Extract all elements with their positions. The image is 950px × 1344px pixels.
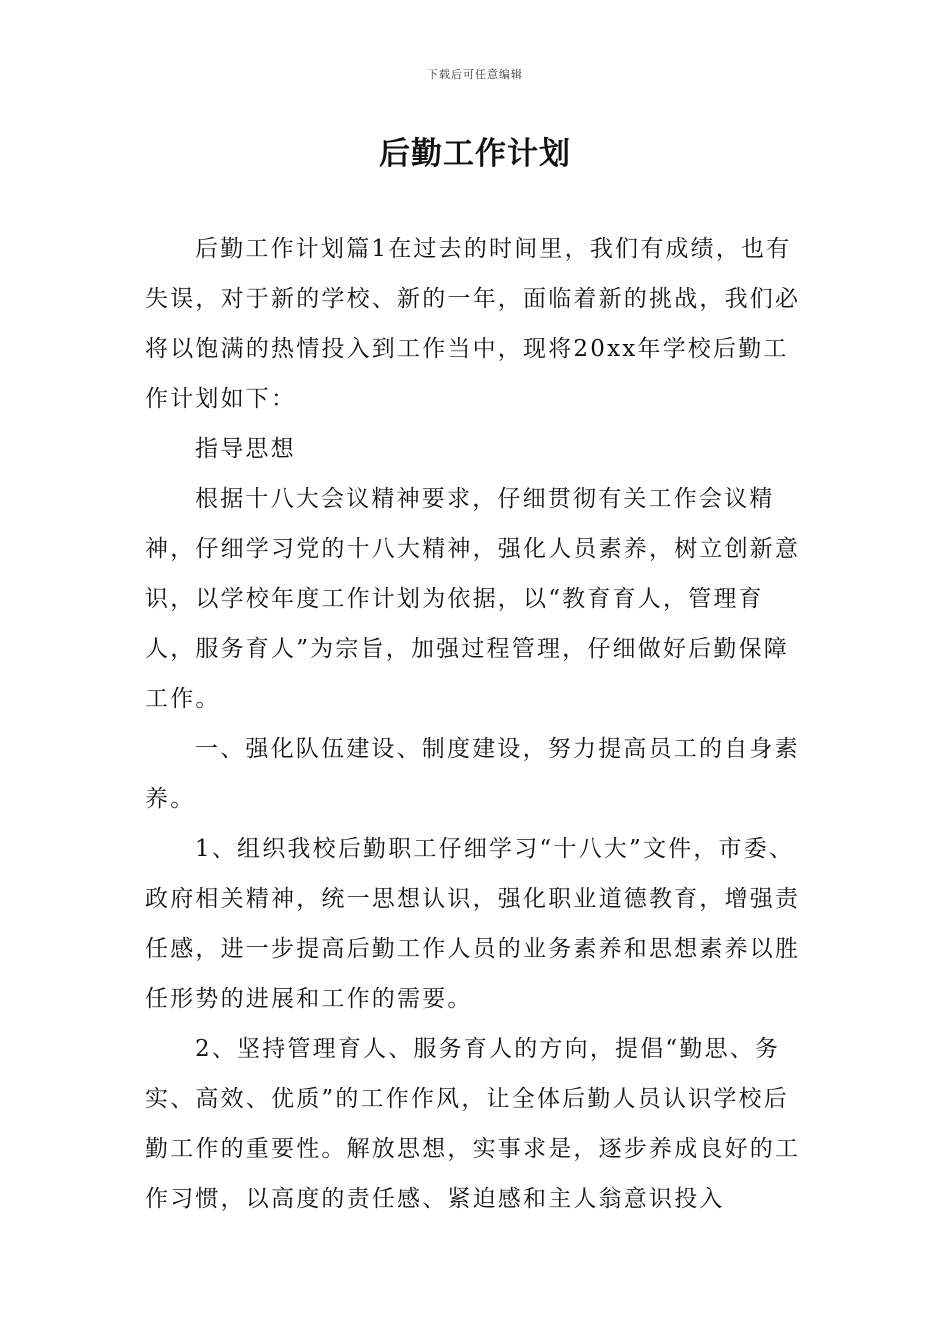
paragraph-item-two: 2、坚持管理育人、服务育人的方向，提倡“勤思、务实、高效、优质”的工作作风，让全体后勤人员认识学校后勤工作的重要性。解放思想，实事求是，逐步养成良好的工作习惯，以高度的责任感、紧迫感和主人翁意识投入 [145,1036,801,1212]
paragraph-item-one: 1、组织我校后勤职工仔细学习“十八大”文件，市委、政府相关精神，统一思想认识，强化职业道德教育，增强责任感，进一步提高后勤工作人员的业务素养和思想素养以胜任形势的进展和工作的需要。 [145,836,801,1012]
document-body [145,224,810,1224]
document-title: 后勤工作计划 [379,136,571,172]
paragraph-intro: 后勤工作计划篇1在过去的时间里，我们有成绩，也有失误，对于新的学校、新的一年，面临着新的挑战，我们必将以饱满的热情投入到工作当中，现将20xx年学校后勤工作计划如下： [145,236,801,412]
paragraph-guiding-content: 根据十八大会议精神要求，仔细贯彻有关工作会议精神，仔细学习党的十八大精神，强化人员素养，树立创新意识，以学校年度工作计划为依据，以“教育育人，管理育人，服务育人”为宗旨，加强过程管理，仔细做好后勤保障工作。 [145,486,801,712]
page-header-note: 下载后可任意编辑 [427,68,523,81]
paragraph-section-one: 一、强化队伍建设、制度建设，努力提高员工的自身素养。 [145,736,800,812]
paragraph-guiding-heading: 指导思想 [195,436,296,462]
